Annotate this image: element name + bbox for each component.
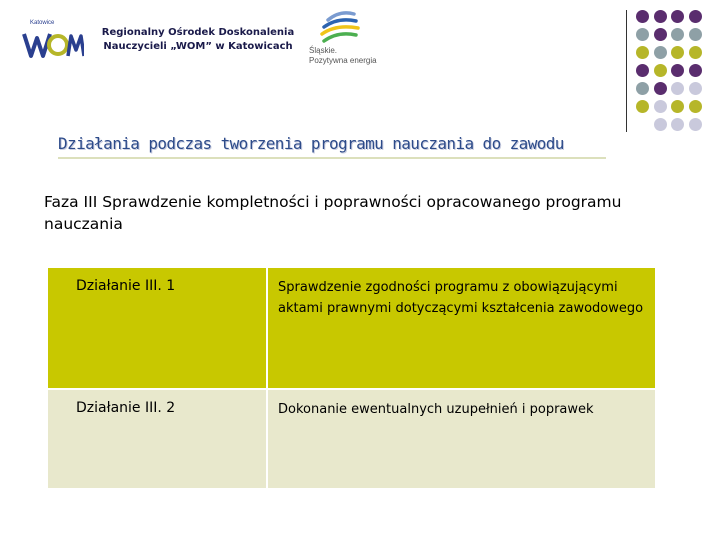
decorative-dot [654, 82, 667, 95]
partner-logo-text [309, 46, 377, 66]
decorative-dot [689, 64, 702, 77]
decorative-dot-grid [632, 10, 720, 122]
decorative-dot [654, 100, 667, 113]
decorative-dot [671, 46, 684, 59]
organization-name [98, 26, 298, 54]
decorative-dot [689, 46, 702, 59]
decorative-dot [636, 28, 649, 41]
decorative-dot [689, 82, 702, 95]
decorative-dot [671, 28, 684, 41]
decorative-dot [636, 82, 649, 95]
decorative-dot [654, 64, 667, 77]
table-row [48, 389, 655, 488]
decorative-dot [689, 10, 702, 23]
partner-name: Śląskie. [309, 46, 338, 55]
phase-heading: Faza III Sprawdzenie kompletności i poprawności opracowanego programu nauczania [44, 193, 622, 233]
org-line-2: Nauczycieli „WOM” w Katowicach [103, 41, 293, 52]
decorative-dot [636, 64, 649, 77]
decorative-dot [636, 10, 649, 23]
decorative-dot [671, 82, 684, 95]
decorative-dot [671, 64, 684, 77]
decorative-dot [654, 118, 667, 131]
decorative-dot [654, 46, 667, 59]
partner-tagline: Pozytywna energia [309, 56, 377, 65]
decorative-dot [689, 100, 702, 113]
decorative-dot [671, 118, 684, 131]
decorative-dot [671, 10, 684, 23]
action-description: Sprawdzenie zgodności programu z obowiązującymi aktami prawnymi dotyczącymi kształcenia zawodowego [267, 268, 655, 389]
decorative-dot [689, 118, 702, 131]
slide-title: Działania podczas tworzenia programu nauczania do zawodu [58, 134, 564, 153]
wom-logo [18, 22, 84, 64]
title-underline [58, 157, 606, 159]
action-label: Działanie III. 1 [48, 268, 267, 389]
decorative-dot [636, 100, 649, 113]
header-divider [626, 10, 627, 132]
decorative-dot [636, 46, 649, 59]
decorative-dot [671, 100, 684, 113]
actions-table [48, 268, 655, 488]
decorative-dot [654, 28, 667, 41]
org-line-1: Regionalny Ośrodek Doskonalenia [101, 27, 295, 38]
action-description: Dokonanie ewentualnych uzupełnień i poprawek [267, 389, 655, 488]
decorative-dot [654, 10, 667, 23]
action-label: Działanie III. 2 [48, 389, 267, 488]
logo-small-text: Katowice [30, 20, 55, 26]
decorative-dot [689, 28, 702, 41]
table-row [48, 268, 655, 389]
